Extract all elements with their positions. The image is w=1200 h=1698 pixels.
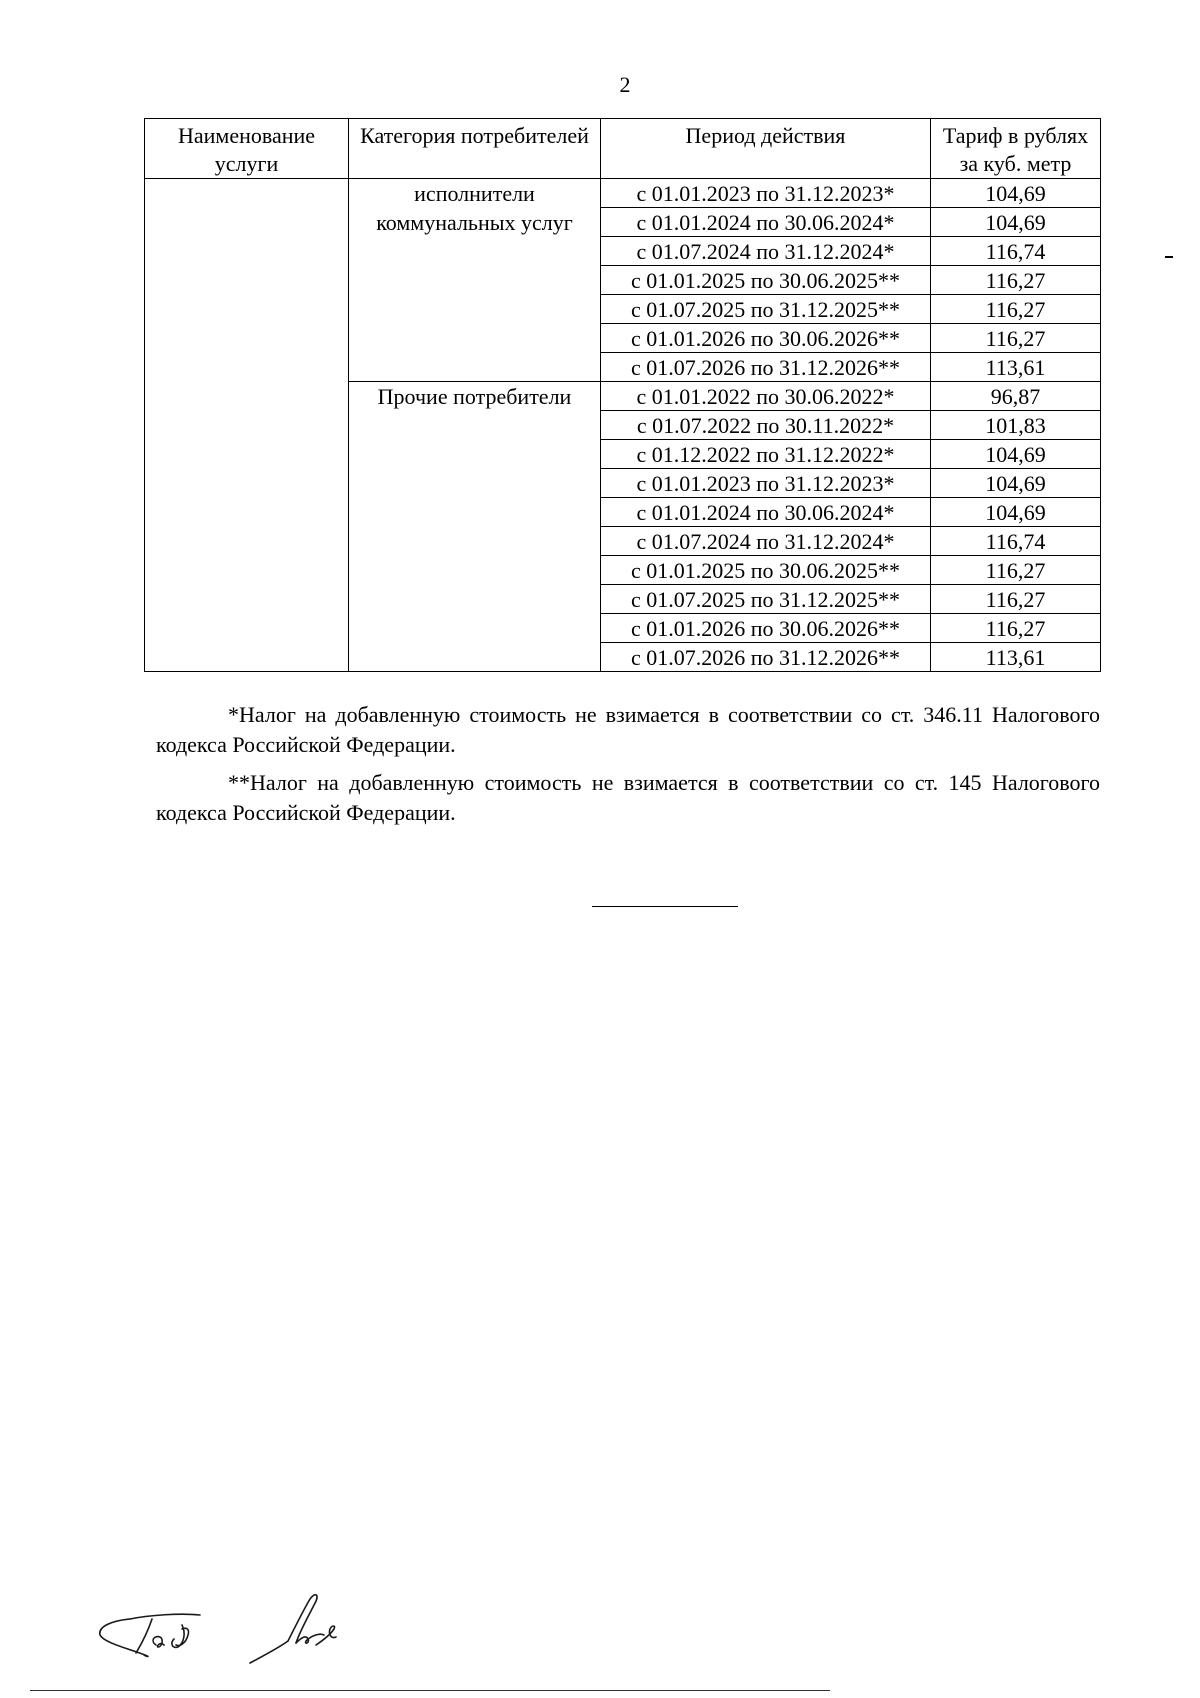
period-cell: с 01.01.2024 по 30.06.2024* <box>601 208 931 237</box>
rate-cell: 104,69 <box>931 440 1101 469</box>
period-cell: с 01.01.2023 по 31.12.2023* <box>601 469 931 498</box>
rate-cell: 116,27 <box>931 556 1101 585</box>
header-rate: Тариф в рублях за куб. метр <box>931 119 1101 179</box>
period-cell: с 01.01.2026 по 30.06.2026** <box>601 614 931 643</box>
header-category: Категория потребителей <box>349 119 601 179</box>
rate-cell: 113,61 <box>931 643 1101 672</box>
period-cell: с 01.01.2022 по 30.06.2022* <box>601 382 931 411</box>
period-cell: с 01.12.2022 по 31.12.2022* <box>601 440 931 469</box>
page-number: 2 <box>619 72 631 97</box>
header-period: Период действия <box>601 119 931 179</box>
service-name-cell <box>145 179 349 672</box>
period-cell: с 01.01.2026 по 30.06.2026** <box>601 324 931 353</box>
period-cell: с 01.07.2024 по 31.12.2024* <box>601 527 931 556</box>
rate-cell: 116,27 <box>931 614 1101 643</box>
rate-cell: 104,69 <box>931 179 1101 208</box>
rate-cell: 116,27 <box>931 295 1101 324</box>
table-header-row <box>145 119 1101 179</box>
table-row <box>145 179 1101 208</box>
signature-image <box>90 1585 410 1665</box>
category-cell: Прочие потребители <box>349 382 601 672</box>
separator-line <box>592 906 738 907</box>
period-cell: с 01.07.2025 по 31.12.2025** <box>601 295 931 324</box>
rate-cell: 116,74 <box>931 237 1101 266</box>
period-cell: с 01.07.2025 по 31.12.2025** <box>601 585 931 614</box>
rate-cell: 116,27 <box>931 324 1101 353</box>
rate-cell: 116,27 <box>931 266 1101 295</box>
footnotes <box>156 700 1100 836</box>
rate-cell: 104,69 <box>931 469 1101 498</box>
margin-dash-mark <box>1165 256 1173 258</box>
footnote-vat-346: *Налог на добавленную стоимость не взимается в соответствии со ст. 346.11 Налогового кодекса Российской Федерации. <box>156 702 1100 757</box>
period-cell: с 01.07.2026 по 31.12.2026** <box>601 643 931 672</box>
period-cell: с 01.07.2022 по 30.11.2022* <box>601 411 931 440</box>
period-cell: с 01.07.2024 по 31.12.2024* <box>601 237 931 266</box>
rate-cell: 113,61 <box>931 353 1101 382</box>
period-cell: с 01.07.2026 по 31.12.2026** <box>601 353 931 382</box>
rate-cell: 96,87 <box>931 382 1101 411</box>
rate-cell: 104,69 <box>931 498 1101 527</box>
rate-cell: 116,74 <box>931 527 1101 556</box>
period-cell: с 01.01.2023 по 31.12.2023* <box>601 179 931 208</box>
tariff-table <box>144 118 1101 672</box>
header-service: Наименование услуги <box>145 119 349 179</box>
rate-cell: 101,83 <box>931 411 1101 440</box>
period-cell: с 01.01.2024 по 30.06.2024* <box>601 498 931 527</box>
period-cell: с 01.01.2025 по 30.06.2025** <box>601 556 931 585</box>
footnote-vat-145: **Налог на добавленную стоимость не взимается в соответствии со ст. 145 Налогового кодекса Российской Федерации. <box>156 770 1100 825</box>
tariff-table-body <box>145 179 1101 672</box>
rate-cell: 104,69 <box>931 208 1101 237</box>
rate-cell: 116,27 <box>931 585 1101 614</box>
bottom-rule <box>30 1690 830 1691</box>
category-cell: исполнители коммунальных услуг <box>349 179 601 382</box>
period-cell: с 01.01.2025 по 30.06.2025** <box>601 266 931 295</box>
